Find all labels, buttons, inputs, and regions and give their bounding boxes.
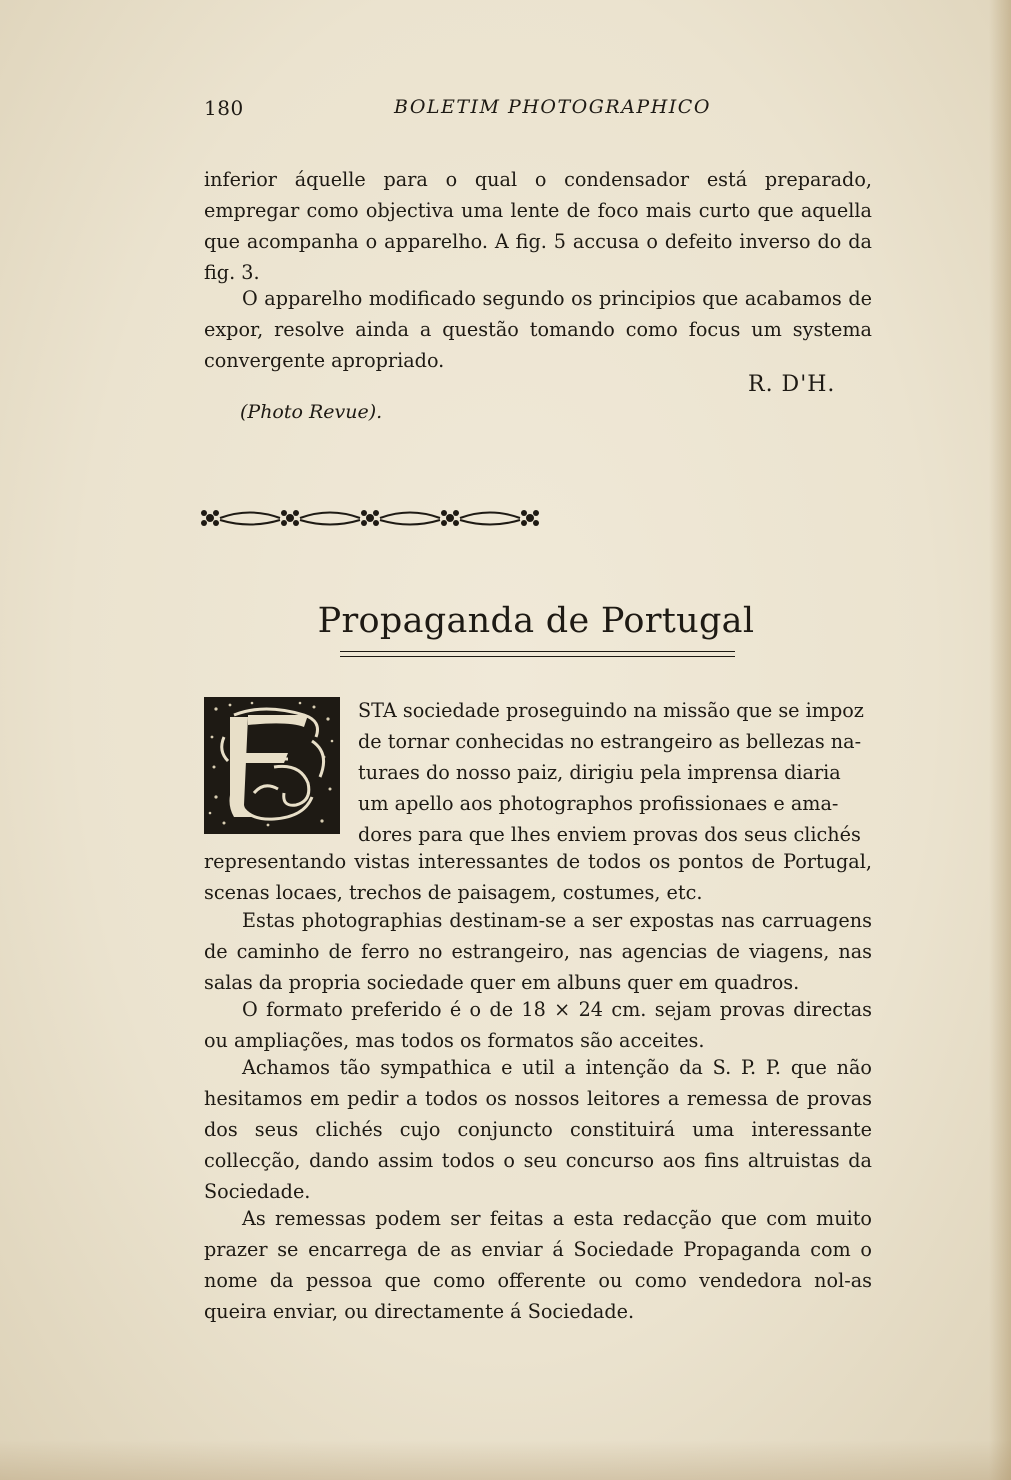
article-title: Propaganda de Portugal — [317, 601, 755, 641]
lead-line-4: um apello aos photographos profissionaes e ama- — [358, 792, 839, 815]
flower-ornament-icon — [441, 510, 459, 526]
paragraph-closing: O apparelho modificado segundo os principios que acabamos de expor, resolve ainda a questão tomando como focus um systema convergente apropriado. — [204, 287, 872, 372]
dropcap-e-icon — [204, 697, 340, 834]
flower-ornament-icon — [201, 510, 219, 526]
running-head — [204, 96, 874, 126]
paragraph-continued: inferior áquelle para o qual o condensador está preparado, empregar como objectiva uma lente de foco mais curto que aquella que acompanha o apparelho. A fig. 5 accusa o defeito inverso do da fig. 3. — [204, 168, 872, 284]
lead-line-5: dores para que lhes enviem provas dos seus clichés — [358, 823, 861, 846]
paragraph-appeal: Achamos tão sympathica e util a intenção da S. P. P. que não hesitamos em pedir a todos os nossos leitores a remessa de provas dos seus clichés cujo conjuncto constituirá uma interessante collecção, dando assim todos o seu concurso aos fins altruistas da Sociedade. — [204, 1056, 872, 1203]
page-number: 180 — [204, 96, 244, 120]
flower-ornament-icon — [281, 510, 299, 526]
ornament-divider — [200, 503, 540, 533]
lead-line-3: turaes do nosso paiz, dirigiu pela imprensa diaria — [358, 761, 841, 784]
page-bottom-shadow — [0, 1440, 1011, 1480]
lead-line-2: de tornar conhecidas no estrangeiro as bellezas na- — [358, 730, 862, 753]
title-rule-top — [340, 651, 735, 652]
flower-ornament-icon — [361, 510, 379, 526]
author-signature: R. D'H. — [748, 372, 836, 397]
title-rule-bottom — [340, 656, 735, 657]
paragraph-format: O formato preferido é o de 18 × 24 cm. sejam provas directas ou ampliações, mas todos os formatos são acceites. — [204, 998, 872, 1052]
paragraph-submissions: As remessas podem ser feitas a esta redacção que com muito prazer se encarrega de as enviar á Sociedade Propaganda com o nome da pessoa que como offerente ou como vendedora nol-as queira enviar, ou directamente á Sociedade. — [204, 1207, 872, 1323]
source-citation: (Photo Revue). — [240, 401, 383, 423]
flower-ornament-icon — [521, 510, 539, 526]
journal-title: BOLETIM PHOTOGRAPHICO — [394, 96, 711, 118]
lead-line-1: STA sociedade proseguindo na missão que se impoz — [358, 699, 864, 722]
paragraph-exhibition: Estas photographias destinam-se a ser expostas nas carruagens de caminho de ferro no estrangeiro, nas agencias de viagens, nas salas da propria sociedade quer em albuns quer em quadros. — [204, 909, 872, 994]
page-edge-shadow — [989, 0, 1011, 1480]
lead-continuation: representando vistas interessantes de todos os pontos de Portugal, scenas locaes, trechos de paisagem, costumes, etc. — [204, 850, 872, 904]
